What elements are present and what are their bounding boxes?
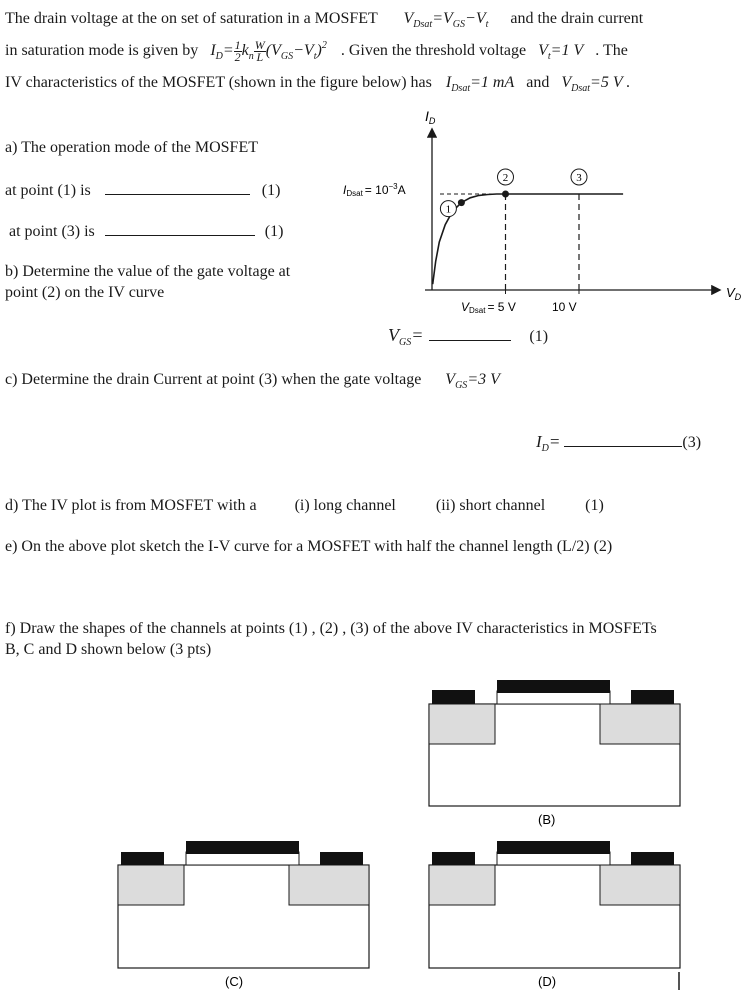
statement-line-2 [5, 40, 628, 63]
points-label: (1) [529, 328, 549, 345]
mosfet-diagram-c [117, 840, 373, 992]
iv-curve-series [433, 194, 623, 284]
point-marker-2 [502, 191, 509, 198]
vgs-value: $V_{GS}=3$ V [445, 371, 500, 391]
vdsat-value: $V_{Dsat}=5$ V . [561, 74, 631, 94]
idsat-value: $I_{Dsat}=1$ mA [445, 74, 515, 94]
statement-line-3 [5, 73, 630, 95]
point-label-1: 1 [445, 203, 452, 216]
statement-text: The drain voltage at the on set of saturation in a MOSFET [5, 10, 378, 27]
diagram-label-c: (C) [225, 974, 244, 989]
statement-text: . Given the threshold voltage [340, 42, 527, 60]
drain-contact [631, 852, 674, 865]
drain-contact [631, 690, 674, 704]
question-c: c) Determine the drain Current at point (3) when the gate voltage $V_{GS}=3$ V [5, 371, 500, 391]
drain-contact [320, 852, 363, 865]
source-contact [121, 852, 164, 865]
drain-region [289, 865, 369, 905]
threshold-voltage: $V_t=1$ V [538, 42, 584, 63]
question-e: e) On the above plot sketch the I-V curve for a MOSFET with half the channel length (L/2) (2) [5, 538, 613, 555]
vgs-label: $V_{GS}=$ [388, 325, 424, 348]
point-marker-1 [458, 199, 465, 206]
tick-label-vdsat: VDsat = 5 V [461, 300, 516, 315]
source-region [429, 865, 495, 905]
points-label: (1) [261, 182, 281, 199]
drain-current-equation: $I_D=$ $\frac{1}{2}$ $k_n$ $\frac{W}{L}$ $(V_{GS}-V_t)^2$ [210, 38, 327, 64]
mosfet-diagram-b [428, 678, 684, 830]
points-label: (3) [682, 434, 702, 451]
gate-electrode [186, 841, 299, 854]
statement-text: in saturation mode is given by [5, 42, 199, 60]
question-a-point-3: at point (3) is (1) [9, 223, 284, 240]
vdsat-symbol: $V_{Dsat}=V_{GS}-V_t$ [403, 10, 489, 30]
question-a-title: a) The operation mode of the MOSFET [5, 139, 258, 156]
question-f-line-2: B, C and D shown below (3 pts) [5, 641, 212, 658]
id-label: $I_D=$ [536, 432, 561, 454]
x-axis-label: $V_D$ [726, 285, 742, 302]
tick-label-10v: 10 V [552, 300, 577, 314]
answer-blank-a3[interactable] [105, 221, 255, 236]
idsat-label: IDsat = $10^{-3}A$ [343, 182, 406, 198]
answer-blank-c[interactable] [564, 432, 682, 447]
points-label: (1) [264, 223, 284, 240]
gate-electrode [497, 680, 610, 693]
statement-text: IV characteristics of the MOSFET (shown in the figure below) has [5, 74, 432, 91]
drain-region [600, 704, 680, 744]
option-short-channel[interactable]: (ii) short channel [435, 497, 546, 514]
question-a-point-1: at point (1) is (1) [5, 182, 281, 199]
drain-region [600, 865, 680, 905]
source-region [429, 704, 495, 744]
statement-text: and the drain current [510, 10, 644, 27]
question-d: d) The IV plot is from MOSFET with a (i) long channel (ii) short channel (1) [5, 497, 604, 514]
statement-text: and [526, 74, 550, 91]
diagram-label-d: (D) [538, 974, 557, 989]
iv-characteristic-chart [335, 100, 749, 322]
question-c-answer [536, 432, 701, 455]
question-f-line-1: f) Draw the shapes of the channels at points (1) , (2) , (3) of the above IV characteristics in MOSFETs [5, 620, 657, 637]
y-axis-label: $I_D$ [425, 108, 436, 126]
diagram-label-b: (B) [538, 812, 556, 827]
source-region [118, 865, 184, 905]
point-label-3: 3 [576, 172, 582, 184]
answer-blank-a1[interactable] [105, 180, 250, 195]
gate-electrode [497, 841, 610, 854]
question-b-line-1: b) Determine the value of the gate voltage at [5, 263, 291, 280]
points-label: (1) [585, 497, 604, 514]
question-b-line-2: point (2) on the IV curve [5, 284, 165, 301]
source-contact [432, 852, 475, 865]
source-contact [432, 690, 475, 704]
point-label-2: 2 [502, 172, 509, 184]
statement-text: . The [595, 42, 628, 60]
mosfet-diagram-d [428, 840, 684, 992]
option-long-channel[interactable]: (i) long channel [294, 497, 396, 514]
answer-blank-b[interactable] [429, 326, 511, 341]
statement-line-1 [5, 9, 643, 31]
question-b-answer [388, 325, 548, 349]
